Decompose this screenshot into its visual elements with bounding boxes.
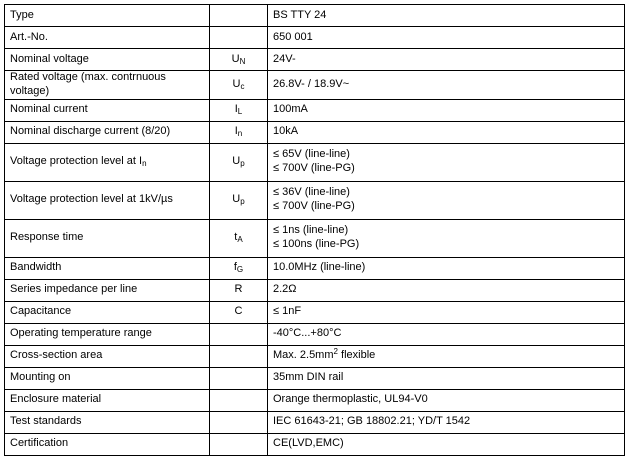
- table-row: [5, 433, 625, 455]
- row-parameter: Rated voltage (max. contrnuous voltage): [5, 71, 210, 100]
- table-row: [5, 143, 625, 181]
- row-parameter: Voltage protection level at 1kV/µs: [5, 181, 210, 219]
- table-row: [5, 181, 625, 219]
- row-value: 10kA: [268, 121, 625, 143]
- row-parameter: Voltage protection level at $I_n$: [5, 143, 210, 181]
- table-row: [5, 323, 625, 345]
- row-parameter: Nominal current: [5, 99, 210, 121]
- row-parameter: Response time: [5, 219, 210, 257]
- row-value: 35mm DIN rail: [268, 367, 625, 389]
- table-row: [5, 71, 625, 100]
- row-symbol: [210, 345, 268, 367]
- row-value: Max. $2.5mm^2$ flexible: [268, 345, 625, 367]
- table-row: [5, 301, 625, 323]
- row-symbol: C: [210, 301, 268, 323]
- row-value: BS TTY 24: [268, 5, 625, 27]
- row-value: 26.8V- / 18.9V~: [268, 71, 625, 100]
- row-parameter: Type: [5, 5, 210, 27]
- row-symbol: [210, 367, 268, 389]
- row-symbol: [210, 389, 268, 411]
- row-symbol: [210, 323, 268, 345]
- row-symbol: $U_c$: [210, 71, 268, 100]
- row-parameter: Nominal discharge current (8/20): [5, 121, 210, 143]
- row-symbol: [210, 411, 268, 433]
- row-parameter: Bandwidth: [5, 257, 210, 279]
- row-value-line: ≤ 65V (line-line): [273, 148, 350, 161]
- row-value: 650 001: [268, 27, 625, 49]
- table-row: [5, 27, 625, 49]
- table-row: [5, 367, 625, 389]
- table-row: [5, 219, 625, 257]
- table-row: [5, 49, 625, 71]
- row-value: 100mA: [268, 99, 625, 121]
- row-value-line: ≤ 36V (line-line): [273, 186, 350, 199]
- table-row: [5, 345, 625, 367]
- row-value-line: ≤ 1ns (line-line): [273, 224, 349, 237]
- row-symbol: $U_p$: [210, 181, 268, 219]
- table-row: [5, 279, 625, 301]
- row-value: [268, 219, 625, 257]
- row-value: [268, 181, 625, 219]
- row-value-line: ≤ 100ns (line-PG): [273, 238, 360, 250]
- row-value: 10.0MHz (line-line): [268, 257, 625, 279]
- row-parameter: Art.-No.: [5, 27, 210, 49]
- table-row: [5, 411, 625, 433]
- row-symbol: R: [210, 279, 268, 301]
- row-symbol: [210, 433, 268, 455]
- table-row: [5, 257, 625, 279]
- specification-table: [4, 4, 625, 456]
- row-value: 2.2Ω: [268, 279, 625, 301]
- row-value: ≤ 1nF: [268, 301, 625, 323]
- table-row: [5, 5, 625, 27]
- row-parameter: Test standards: [5, 411, 210, 433]
- row-value-line: ≤ 700V (line-PG): [273, 200, 355, 212]
- row-value: [268, 143, 625, 181]
- row-symbol: $I_n$: [210, 121, 268, 143]
- row-parameter: Nominal voltage: [5, 49, 210, 71]
- row-parameter: Certification: [5, 433, 210, 455]
- row-symbol: [210, 27, 268, 49]
- row-symbol: $I_L$: [210, 99, 268, 121]
- row-parameter: Capacitance: [5, 301, 210, 323]
- row-parameter: Cross-section area: [5, 345, 210, 367]
- row-value: -40°C...+80°C: [268, 323, 625, 345]
- row-parameter: Enclosure material: [5, 389, 210, 411]
- row-value: 24V-: [268, 49, 625, 71]
- row-value: Orange thermoplastic, UL94-V0: [268, 389, 625, 411]
- row-symbol: $U_p$: [210, 143, 268, 181]
- row-symbol: $U_N$: [210, 49, 268, 71]
- table-row: [5, 389, 625, 411]
- row-value: CE(LVD,EMC): [268, 433, 625, 455]
- row-symbol: [210, 5, 268, 27]
- row-value-line: ≤ 700V (line-PG): [273, 162, 355, 174]
- row-value: IEC 61643-21; GB 18802.21; YD/T 1542: [268, 411, 625, 433]
- row-parameter: Operating temperature range: [5, 323, 210, 345]
- row-symbol: $t_A$: [210, 219, 268, 257]
- table-body: [5, 5, 625, 456]
- table-row: [5, 99, 625, 121]
- row-parameter: Series impedance per line: [5, 279, 210, 301]
- row-symbol: $f_G$: [210, 257, 268, 279]
- row-parameter: Mounting on: [5, 367, 210, 389]
- table-row: [5, 121, 625, 143]
